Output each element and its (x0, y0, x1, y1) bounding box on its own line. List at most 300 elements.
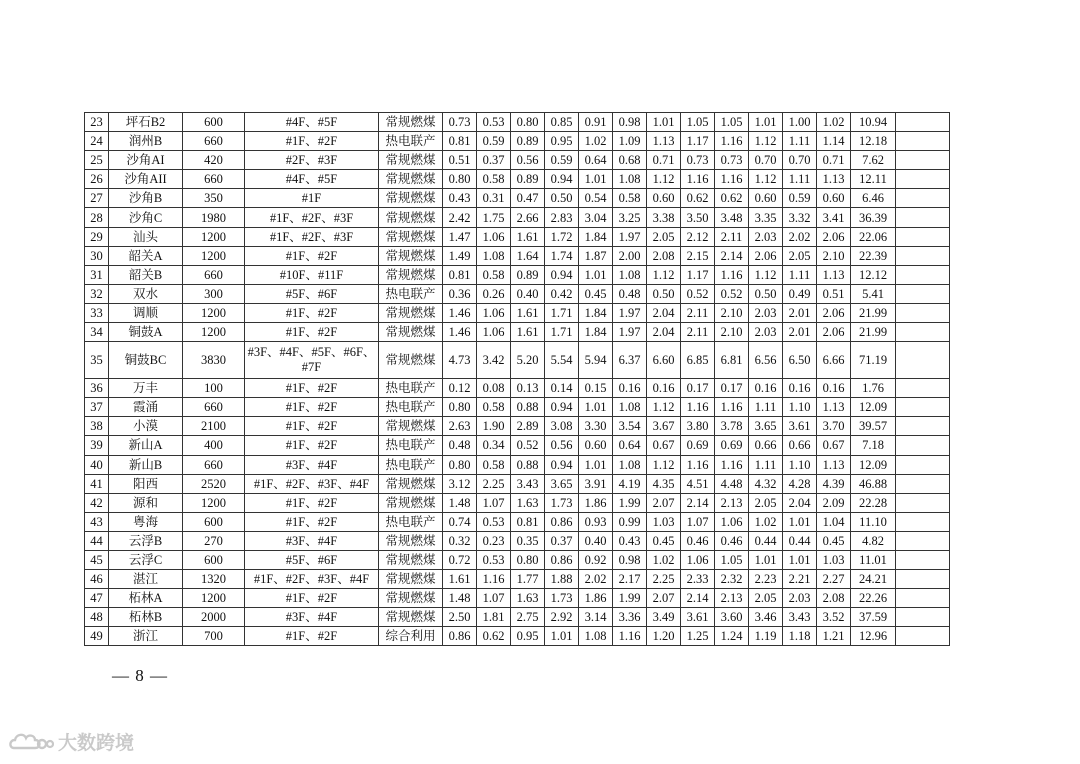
value-cell: 0.64 (613, 436, 647, 455)
empty-cell (896, 474, 950, 493)
value-cell: 0.88 (511, 455, 545, 474)
value-cell: 1.13 (817, 170, 851, 189)
units-cell: #1F、#2F、#3F (245, 227, 379, 246)
value-cell: 0.16 (647, 379, 681, 398)
capacity-cell: 1200 (183, 323, 245, 342)
value-cell: 0.40 (579, 531, 613, 550)
units-cell: #4F、#5F (245, 170, 379, 189)
total-cell: 10.94 (851, 113, 896, 132)
value-cell: 0.58 (477, 265, 511, 284)
value-cell: 1.11 (749, 398, 783, 417)
value-cell: 1.01 (783, 550, 817, 569)
total-cell: 37.59 (851, 608, 896, 627)
value-cell: 1.00 (783, 113, 817, 132)
value-cell: 0.80 (443, 398, 477, 417)
value-cell: 2.04 (783, 493, 817, 512)
value-cell: 1.61 (511, 323, 545, 342)
value-cell: 2.05 (783, 246, 817, 265)
value-cell: 2.06 (817, 323, 851, 342)
value-cell: 0.70 (783, 151, 817, 170)
capacity-cell: 660 (183, 398, 245, 417)
value-cell: 3.04 (579, 208, 613, 227)
value-cell: 1.73 (545, 589, 579, 608)
empty-cell (896, 570, 950, 589)
total-cell: 22.28 (851, 493, 896, 512)
capacity-cell: 600 (183, 512, 245, 531)
value-cell: 4.51 (681, 474, 715, 493)
row-index-cell: 39 (85, 436, 109, 455)
value-cell: 0.48 (613, 284, 647, 303)
value-cell: 2.10 (715, 303, 749, 322)
value-cell: 4.73 (443, 342, 477, 379)
value-cell: 1.16 (681, 398, 715, 417)
value-cell: 0.48 (443, 436, 477, 455)
value-cell: 4.39 (817, 474, 851, 493)
value-cell: 0.53 (477, 113, 511, 132)
value-cell: 1.81 (477, 608, 511, 627)
value-cell: 1.01 (783, 512, 817, 531)
value-cell: 0.71 (647, 151, 681, 170)
plant-type-cell: 常规燃煤 (379, 323, 443, 342)
value-cell: 1.09 (613, 132, 647, 151)
value-cell: 1.01 (579, 455, 613, 474)
value-cell: 1.71 (545, 303, 579, 322)
plant-type-cell: 热电联产 (379, 284, 443, 303)
value-cell: 2.05 (749, 589, 783, 608)
value-cell: 0.58 (613, 189, 647, 208)
plant-name-cell: 铜鼓BC (109, 342, 183, 379)
units-cell: #1F、#2F (245, 303, 379, 322)
table-row (85, 323, 950, 342)
value-cell: 3.43 (783, 608, 817, 627)
value-cell: 0.89 (511, 265, 545, 284)
watermark (8, 728, 134, 755)
row-index-cell: 33 (85, 303, 109, 322)
plant-name-cell: 柘林A (109, 589, 183, 608)
value-cell: 1.97 (613, 323, 647, 342)
table-row (85, 208, 950, 227)
value-cell: 0.44 (749, 531, 783, 550)
total-cell: 12.09 (851, 455, 896, 474)
row-index-cell: 32 (85, 284, 109, 303)
value-cell: 0.59 (783, 189, 817, 208)
capacity-cell: 1320 (183, 570, 245, 589)
plant-type-cell: 常规燃煤 (379, 227, 443, 246)
row-index-cell: 25 (85, 151, 109, 170)
total-cell: 5.41 (851, 284, 896, 303)
value-cell: 2.32 (715, 570, 749, 589)
table-row (85, 417, 950, 436)
empty-cell (896, 627, 950, 646)
plant-name-cell: 韶关B (109, 265, 183, 284)
value-cell: 1.72 (545, 227, 579, 246)
value-cell: 1.48 (443, 493, 477, 512)
empty-cell (896, 398, 950, 417)
value-cell: 0.36 (443, 284, 477, 303)
value-cell: 2.01 (783, 323, 817, 342)
plant-type-cell: 常规燃煤 (379, 589, 443, 608)
value-cell: 0.56 (511, 151, 545, 170)
value-cell: 1.87 (579, 246, 613, 265)
value-cell: 6.60 (647, 342, 681, 379)
total-cell: 1.76 (851, 379, 896, 398)
plant-name-cell: 润州B (109, 132, 183, 151)
value-cell: 1.17 (681, 265, 715, 284)
value-cell: 0.35 (511, 531, 545, 550)
value-cell: 2.25 (477, 474, 511, 493)
value-cell: 1.07 (681, 512, 715, 531)
value-cell: 0.69 (681, 436, 715, 455)
value-cell: 3.08 (545, 417, 579, 436)
value-cell: 1.04 (817, 512, 851, 531)
units-cell: #1F、#2F (245, 379, 379, 398)
plant-name-cell: 沙角AI (109, 151, 183, 170)
plant-type-cell: 热电联产 (379, 512, 443, 531)
empty-cell (896, 246, 950, 265)
table-row (85, 170, 950, 189)
plant-name-cell: 湛江 (109, 570, 183, 589)
value-cell: 1.13 (817, 455, 851, 474)
value-cell: 2.13 (715, 589, 749, 608)
row-index-cell: 41 (85, 474, 109, 493)
value-cell: 1.06 (477, 303, 511, 322)
value-cell: 0.45 (817, 531, 851, 550)
plant-name-cell: 霞涌 (109, 398, 183, 417)
table-row (85, 493, 950, 512)
empty-cell (896, 284, 950, 303)
row-index-cell: 45 (85, 550, 109, 569)
value-cell: 6.81 (715, 342, 749, 379)
capacity-cell: 1200 (183, 493, 245, 512)
total-cell: 11.10 (851, 512, 896, 531)
capacity-cell: 3830 (183, 342, 245, 379)
value-cell: 1.01 (579, 398, 613, 417)
plant-type-cell: 常规燃煤 (379, 170, 443, 189)
value-cell: 2.63 (443, 417, 477, 436)
value-cell: 5.94 (579, 342, 613, 379)
capacity-cell: 1200 (183, 246, 245, 265)
value-cell: 0.73 (443, 113, 477, 132)
row-index-cell: 30 (85, 246, 109, 265)
row-index-cell: 40 (85, 455, 109, 474)
value-cell: 3.30 (579, 417, 613, 436)
table-row (85, 189, 950, 208)
value-cell: 3.41 (817, 208, 851, 227)
value-cell: 1.63 (511, 589, 545, 608)
empty-cell (896, 227, 950, 246)
capacity-cell: 660 (183, 455, 245, 474)
plant-type-cell: 常规燃煤 (379, 303, 443, 322)
value-cell: 1.25 (681, 627, 715, 646)
plant-name-cell: 新山B (109, 455, 183, 474)
value-cell: 0.62 (477, 627, 511, 646)
value-cell: 0.45 (647, 531, 681, 550)
value-cell: 0.68 (613, 151, 647, 170)
plant-name-cell: 坪石B2 (109, 113, 183, 132)
plant-name-cell: 阳西 (109, 474, 183, 493)
row-index-cell: 31 (85, 265, 109, 284)
value-cell: 3.61 (783, 417, 817, 436)
empty-cell (896, 589, 950, 608)
table-row (85, 608, 950, 627)
value-cell: 5.20 (511, 342, 545, 379)
plant-type-cell: 常规燃煤 (379, 151, 443, 170)
plant-type-cell: 常规燃煤 (379, 531, 443, 550)
table-row (85, 398, 950, 417)
plant-name-cell: 浙江 (109, 627, 183, 646)
value-cell: 0.71 (817, 151, 851, 170)
empty-cell (896, 379, 950, 398)
plant-type-cell: 常规燃煤 (379, 550, 443, 569)
value-cell: 2.92 (545, 608, 579, 627)
value-cell: 2.02 (579, 570, 613, 589)
value-cell: 1.01 (545, 627, 579, 646)
value-cell: 2.06 (817, 303, 851, 322)
units-cell: #3F、#4F (245, 608, 379, 627)
value-cell: 1.77 (511, 570, 545, 589)
value-cell: 0.62 (681, 189, 715, 208)
value-cell: 3.50 (681, 208, 715, 227)
total-cell: 71.19 (851, 342, 896, 379)
total-cell: 11.01 (851, 550, 896, 569)
value-cell: 1.24 (715, 627, 749, 646)
units-cell: #1F、#2F (245, 398, 379, 417)
value-cell: 0.37 (477, 151, 511, 170)
plant-name-cell: 云浮B (109, 531, 183, 550)
value-cell: 4.35 (647, 474, 681, 493)
value-cell: 1.16 (613, 627, 647, 646)
units-cell: #1F、#2F (245, 512, 379, 531)
units-cell: #1F、#2F、#3F、#4F (245, 474, 379, 493)
capacity-cell: 270 (183, 531, 245, 550)
value-cell: 6.50 (783, 342, 817, 379)
units-cell: #1F、#2F (245, 436, 379, 455)
value-cell: 0.52 (681, 284, 715, 303)
data-table (84, 112, 950, 646)
value-cell: 1.03 (817, 550, 851, 569)
value-cell: 3.25 (613, 208, 647, 227)
value-cell: 2.07 (647, 589, 681, 608)
table-row (85, 246, 950, 265)
units-cell: #10F、#11F (245, 265, 379, 284)
value-cell: 1.01 (579, 265, 613, 284)
value-cell: 1.16 (715, 265, 749, 284)
value-cell: 1.14 (817, 132, 851, 151)
capacity-cell: 660 (183, 265, 245, 284)
value-cell: 3.46 (749, 608, 783, 627)
row-index-cell: 29 (85, 227, 109, 246)
plant-type-cell: 综合利用 (379, 627, 443, 646)
value-cell: 1.02 (579, 132, 613, 151)
plant-type-cell: 常规燃煤 (379, 608, 443, 627)
value-cell: 3.61 (681, 608, 715, 627)
value-cell: 0.86 (443, 627, 477, 646)
empty-cell (896, 189, 950, 208)
value-cell: 0.51 (443, 151, 477, 170)
plant-name-cell: 韶关A (109, 246, 183, 265)
capacity-cell: 350 (183, 189, 245, 208)
value-cell: 0.95 (511, 627, 545, 646)
value-cell: 0.94 (545, 265, 579, 284)
empty-cell (896, 550, 950, 569)
value-cell: 0.95 (545, 132, 579, 151)
capacity-cell: 700 (183, 627, 245, 646)
total-cell: 12.12 (851, 265, 896, 284)
value-cell: 1.02 (647, 550, 681, 569)
value-cell: 0.52 (715, 284, 749, 303)
value-cell: 0.89 (511, 170, 545, 189)
value-cell: 0.44 (783, 531, 817, 550)
value-cell: 0.12 (443, 379, 477, 398)
value-cell: 0.42 (545, 284, 579, 303)
value-cell: 1.11 (783, 170, 817, 189)
value-cell: 1.61 (511, 227, 545, 246)
value-cell: 2.14 (681, 589, 715, 608)
total-cell: 21.99 (851, 303, 896, 322)
value-cell: 1.74 (545, 246, 579, 265)
row-index-cell: 23 (85, 113, 109, 132)
value-cell: 2.83 (545, 208, 579, 227)
value-cell: 0.23 (477, 531, 511, 550)
value-cell: 0.51 (817, 284, 851, 303)
value-cell: 6.37 (613, 342, 647, 379)
capacity-cell: 1200 (183, 227, 245, 246)
value-cell: 3.48 (715, 208, 749, 227)
total-cell: 12.11 (851, 170, 896, 189)
value-cell: 3.36 (613, 608, 647, 627)
units-cell: #1F、#2F (245, 589, 379, 608)
value-cell: 3.67 (647, 417, 681, 436)
total-cell: 6.46 (851, 189, 896, 208)
empty-cell (896, 531, 950, 550)
value-cell: 0.74 (443, 512, 477, 531)
row-index-cell: 35 (85, 342, 109, 379)
value-cell: 0.15 (579, 379, 613, 398)
value-cell: 1.08 (613, 398, 647, 417)
capacity-cell: 1200 (183, 589, 245, 608)
value-cell: 0.69 (715, 436, 749, 455)
empty-cell (896, 342, 950, 379)
units-cell: #1F、#2F、#3F (245, 208, 379, 227)
value-cell: 2.11 (715, 227, 749, 246)
total-cell: 7.18 (851, 436, 896, 455)
value-cell: 1.99 (613, 493, 647, 512)
value-cell: 1.46 (443, 303, 477, 322)
value-cell: 1.11 (783, 132, 817, 151)
value-cell: 2.02 (783, 227, 817, 246)
plant-name-cell: 源和 (109, 493, 183, 512)
value-cell: 0.94 (545, 455, 579, 474)
table-row (85, 151, 950, 170)
value-cell: 0.81 (511, 512, 545, 531)
value-cell: 1.21 (817, 627, 851, 646)
row-index-cell: 49 (85, 627, 109, 646)
value-cell: 1.19 (749, 627, 783, 646)
value-cell: 1.12 (647, 170, 681, 189)
table-row (85, 550, 950, 569)
value-cell: 0.98 (613, 113, 647, 132)
value-cell: 0.99 (613, 512, 647, 531)
value-cell: 0.91 (579, 113, 613, 132)
watermark-text: 大数跨境 (58, 732, 135, 754)
value-cell: 3.65 (545, 474, 579, 493)
value-cell: 1.13 (817, 265, 851, 284)
plant-type-cell: 常规燃煤 (379, 342, 443, 379)
total-cell: 22.39 (851, 246, 896, 265)
units-cell: #1F、#2F (245, 627, 379, 646)
total-cell: 39.57 (851, 417, 896, 436)
value-cell: 0.16 (613, 379, 647, 398)
table-row (85, 379, 950, 398)
row-index-cell: 36 (85, 379, 109, 398)
value-cell: 1.12 (749, 265, 783, 284)
value-cell: 0.32 (443, 531, 477, 550)
value-cell: 1.12 (647, 265, 681, 284)
row-index-cell: 28 (85, 208, 109, 227)
value-cell: 1.75 (477, 208, 511, 227)
plant-name-cell: 小漠 (109, 417, 183, 436)
value-cell: 0.14 (545, 379, 579, 398)
value-cell: 3.91 (579, 474, 613, 493)
value-cell: 0.16 (817, 379, 851, 398)
value-cell: 1.16 (715, 455, 749, 474)
value-cell: 1.08 (477, 246, 511, 265)
units-cell: #5F、#6F (245, 284, 379, 303)
value-cell: 0.62 (715, 189, 749, 208)
total-cell: 12.96 (851, 627, 896, 646)
value-cell: 1.06 (681, 550, 715, 569)
value-cell: 6.66 (817, 342, 851, 379)
value-cell: 4.32 (749, 474, 783, 493)
value-cell: 1.01 (579, 170, 613, 189)
units-cell: #4F、#5F (245, 113, 379, 132)
row-index-cell: 46 (85, 570, 109, 589)
value-cell: 2.15 (681, 246, 715, 265)
value-cell: 0.98 (613, 550, 647, 569)
value-cell: 0.40 (511, 284, 545, 303)
value-cell: 0.56 (545, 436, 579, 455)
value-cell: 2.27 (817, 570, 851, 589)
value-cell: 2.11 (681, 323, 715, 342)
value-cell: 0.93 (579, 512, 613, 531)
plant-name-cell: 新山A (109, 436, 183, 455)
value-cell: 2.05 (647, 227, 681, 246)
value-cell: 1.63 (511, 493, 545, 512)
value-cell: 0.47 (511, 189, 545, 208)
plant-type-cell: 常规燃煤 (379, 265, 443, 284)
value-cell: 0.89 (511, 132, 545, 151)
value-cell: 0.81 (443, 265, 477, 284)
value-cell: 1.07 (477, 493, 511, 512)
value-cell: 1.20 (647, 627, 681, 646)
value-cell: 2.13 (715, 493, 749, 512)
total-cell: 22.26 (851, 589, 896, 608)
page-number: — 8 — (112, 666, 168, 685)
total-cell: 22.06 (851, 227, 896, 246)
value-cell: 0.60 (579, 436, 613, 455)
value-cell: 0.70 (749, 151, 783, 170)
value-cell: 1.12 (749, 132, 783, 151)
plant-type-cell: 常规燃煤 (379, 417, 443, 436)
value-cell: 0.49 (783, 284, 817, 303)
value-cell: 1.84 (579, 303, 613, 322)
value-cell: 0.60 (749, 189, 783, 208)
row-index-cell: 24 (85, 132, 109, 151)
units-cell: #3F、#4F、#5F、#6F、#7F (245, 342, 379, 379)
capacity-cell: 420 (183, 151, 245, 170)
value-cell: 4.48 (715, 474, 749, 493)
units-cell: #1F、#2F、#3F、#4F (245, 570, 379, 589)
